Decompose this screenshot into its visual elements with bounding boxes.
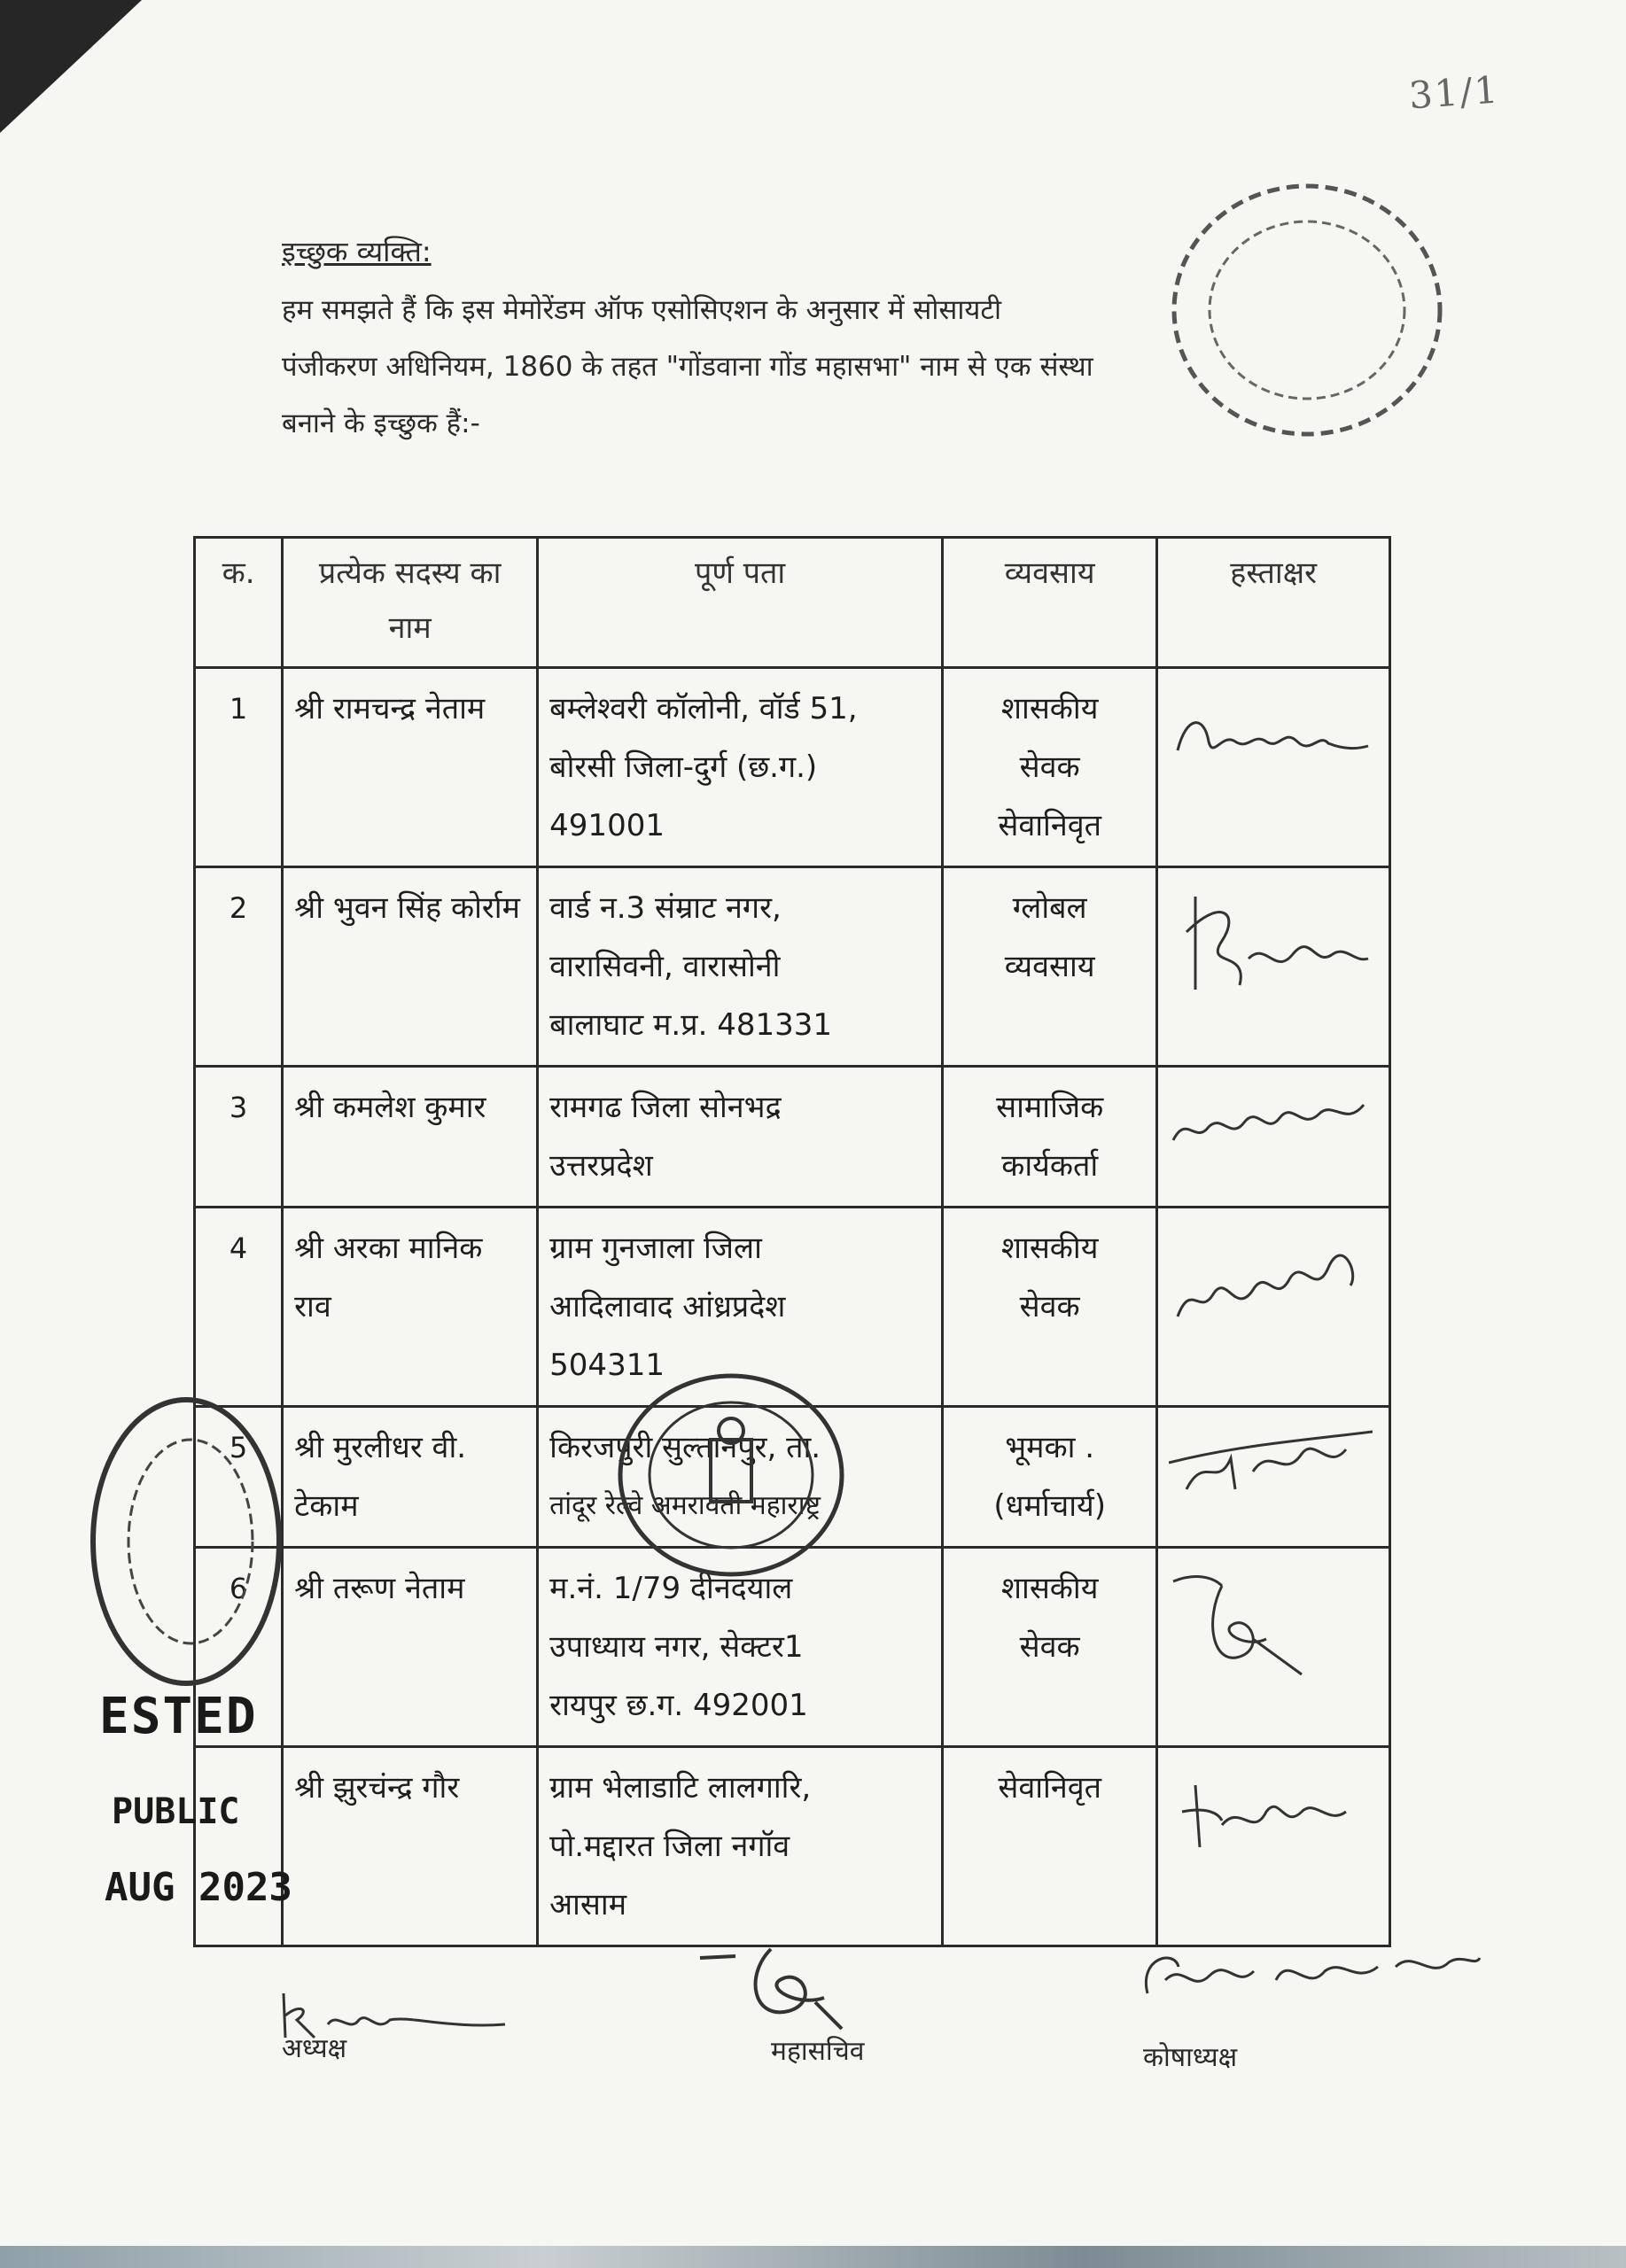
occupation-line: सेवक — [1019, 1629, 1080, 1665]
header-signature: हस्ताक्षर — [1157, 538, 1390, 668]
occupation-line: सेवक — [1019, 750, 1080, 785]
address-line: किरजपुरी सुल्तानपुर, ता. — [549, 1430, 821, 1465]
treasurer-signature — [1130, 1931, 1484, 2020]
header-occupation: व्यवसाय — [943, 538, 1157, 668]
section-heading: इच्छुक व्यक्ति: — [282, 235, 432, 268]
address-line: म.नं. 1/79 दीनदयाल — [549, 1571, 793, 1606]
header-name — [283, 538, 538, 668]
row-signature — [1157, 1067, 1390, 1208]
row-serial: 2 — [195, 867, 283, 1067]
name-line: श्री अरका मानिक — [294, 1231, 483, 1266]
table-row — [195, 1067, 1390, 1208]
scan-background-strip — [0, 2246, 1626, 2268]
occupation-line: सेवक — [1019, 1289, 1080, 1324]
address-line: 504311 — [549, 1348, 665, 1383]
name-line: श्री मुरलीधर वी. — [294, 1430, 467, 1465]
name-line: श्री रामचन्द्र नेताम — [294, 691, 486, 726]
date-stamp-text: AUG 2023 — [105, 1865, 292, 1910]
address-line: आदिलावाद आंध्रप्रदेश — [549, 1289, 786, 1324]
occupation-line: शासकीय — [1000, 1571, 1099, 1606]
occupation-line: सामाजिक — [996, 1090, 1104, 1125]
address-line: उत्तरप्रदेश — [549, 1148, 653, 1184]
row-name — [283, 1747, 538, 1946]
occupation-line: भूमका . — [1005, 1430, 1095, 1465]
treasurer-label: कोषाध्यक्ष — [1143, 2042, 1238, 2073]
row-serial: 4 — [195, 1208, 283, 1407]
row-signature — [1157, 1208, 1390, 1407]
row-signature — [1157, 1407, 1390, 1548]
table-row — [195, 668, 1390, 867]
row-serial: 5 — [195, 1407, 283, 1548]
row-occupation — [943, 1548, 1157, 1747]
members-table — [193, 536, 1391, 1947]
name-line: श्री भुवन सिंह कोर्राम — [294, 890, 520, 926]
table-row — [195, 867, 1390, 1067]
handwritten-signature — [1169, 1559, 1373, 1692]
page-number: 31/1 — [1407, 67, 1501, 118]
row-name — [283, 1208, 538, 1407]
row-name — [283, 867, 538, 1067]
table-row — [195, 1747, 1390, 1946]
row-signature — [1157, 1548, 1390, 1747]
occupation-line: ग्लोबल — [1012, 890, 1087, 926]
scan-shadow-corner — [0, 0, 142, 133]
row-occupation — [943, 668, 1157, 867]
intro-paragraph — [282, 282, 1389, 452]
header-address: पूर्ण पता — [538, 538, 943, 668]
address-line: रामगढ जिला सोनभद्र — [549, 1090, 782, 1125]
intro-line: हम समझते हैं कि इस मेमोरेंडम ऑफ एसोसिएशन के अनुसार में सोसायटी — [282, 294, 1002, 326]
handwritten-signature — [1169, 680, 1373, 786]
row-signature — [1157, 867, 1390, 1067]
row-serial: 3 — [195, 1067, 283, 1208]
row-occupation — [943, 1208, 1157, 1407]
row-occupation — [943, 1067, 1157, 1208]
row-address — [538, 867, 943, 1067]
occupation-line: शासकीय — [1000, 691, 1099, 726]
secretary-label: महासचिव — [771, 2036, 865, 2067]
row-address — [538, 1067, 943, 1208]
row-occupation — [943, 1747, 1157, 1946]
name-line: श्री तरूण नेताम — [294, 1571, 465, 1606]
address-line: बम्लेश्वरी कॉलोनी, वॉर्ड 51, — [549, 691, 858, 726]
handwritten-signature — [1169, 1219, 1373, 1343]
name-line: श्री झुरचंन्द्र गौर — [294, 1770, 460, 1806]
notary-round-stamp — [84, 1391, 288, 1692]
handwritten-signature — [1169, 1759, 1373, 1865]
secretary-signature — [691, 1922, 895, 2038]
address-line: 491001 — [549, 808, 665, 843]
address-line: ग्राम गुनजाला जिला — [549, 1231, 762, 1266]
row-serial: 1 — [195, 668, 283, 867]
handwritten-signature — [1169, 879, 1373, 1003]
row-address — [538, 1747, 943, 1946]
occupation-line: (धर्माचार्य) — [993, 1488, 1107, 1524]
address-line: ग्राम भेलाडाटि लालगारि, — [549, 1770, 812, 1806]
row-address — [538, 668, 943, 867]
occupation-line: शासकीय — [1000, 1231, 1099, 1266]
handwritten-signature — [1169, 1418, 1373, 1507]
header-name-line2: नाम — [388, 610, 432, 646]
address-line: वार्ड न.3 संम्राट नगर, — [549, 890, 782, 926]
row-name — [283, 1407, 538, 1548]
header-serial: क. — [195, 538, 283, 668]
address-line: रायपुर छ.ग. 492001 — [549, 1688, 808, 1723]
name-line: टेकाम — [294, 1488, 359, 1524]
intro-line: बनाने के इच्छुक हैं:- — [282, 408, 480, 439]
occupation-line: सेवानिवृत — [998, 1770, 1101, 1806]
intro-line: पंजीकरण अधिनियम, 1860 के तहत "गोंडवाना गोंड महासभा" नाम से एक संस्था — [282, 351, 1093, 383]
occupation-line: व्यवसाय — [1004, 949, 1095, 984]
name-line: श्री कमलेश कुमार — [294, 1090, 486, 1125]
address-line: तांदूर रेल्वे अमरावती महाराष्ट्र — [549, 1490, 821, 1521]
address-line: बोरसी जिला-दुर्ग (छ.ग.) — [549, 750, 818, 785]
header-name-line1: प्रत्येक सदस्य का — [318, 555, 502, 591]
address-line: उपाध्याय नगर, सेक्टर1 — [549, 1629, 804, 1665]
row-name — [283, 668, 538, 867]
row-occupation — [943, 867, 1157, 1067]
address-line: वारासिवनी, वारासोनी — [549, 949, 781, 984]
row-occupation — [943, 1407, 1157, 1548]
row-signature — [1157, 1747, 1390, 1946]
handwritten-signature — [1169, 1078, 1373, 1167]
address-line: बालाघाट म.प्र. 481331 — [549, 1007, 832, 1043]
occupation-line: कार्यकर्ता — [1001, 1148, 1099, 1184]
occupation-line: सेवानिवृत — [998, 808, 1101, 843]
registrar-seal — [611, 1369, 851, 1581]
row-name — [283, 1548, 538, 1747]
notary-public-text: PUBLIC — [112, 1791, 240, 1832]
row-signature — [1157, 668, 1390, 867]
attested-stamp-text: ESTED — [99, 1688, 258, 1745]
address-line: आसाम — [549, 1887, 627, 1922]
row-serial: 6 — [195, 1548, 283, 1747]
name-line: राव — [294, 1289, 331, 1324]
president-label: अध्यक्ष — [282, 2033, 347, 2064]
address-line: पो.मद्दारत जिला नगॉव — [549, 1829, 790, 1864]
table-header-row — [195, 538, 1390, 668]
row-name — [283, 1067, 538, 1208]
row-serial — [195, 1747, 283, 1946]
